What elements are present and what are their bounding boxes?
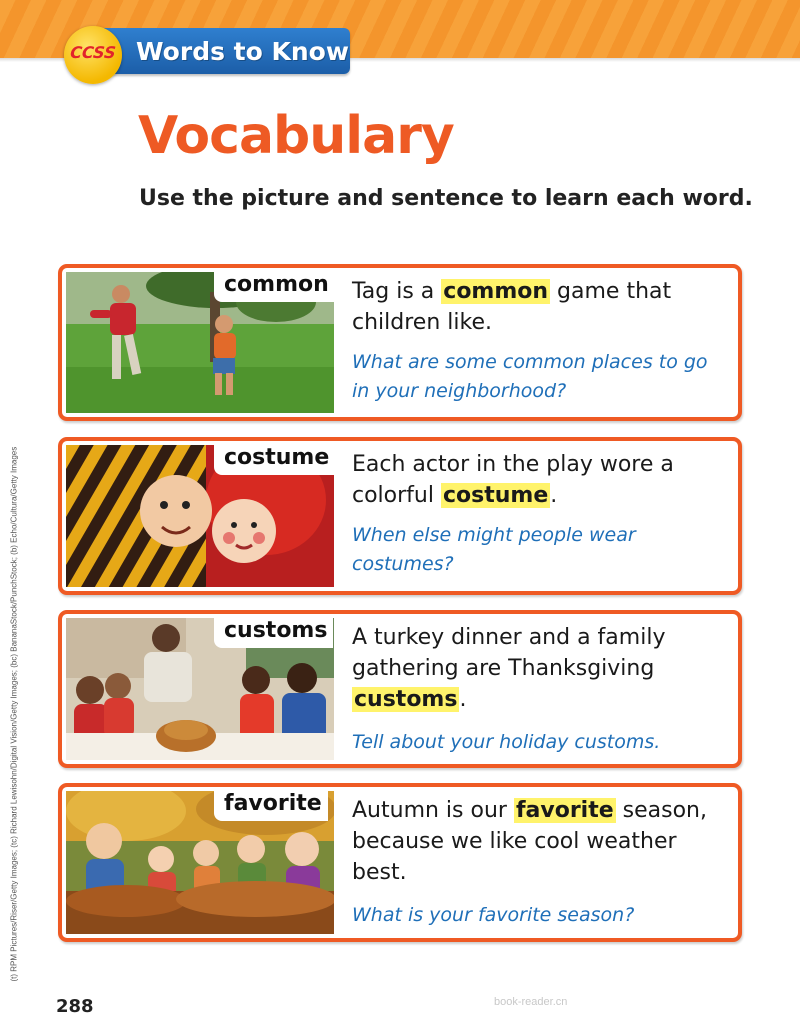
word-label-common: common <box>214 268 335 302</box>
sentence-text: . <box>550 483 558 508</box>
photo-credit <box>8 446 19 988</box>
vocab-card-customs <box>58 610 742 768</box>
sentence-text: A turkey dinner and a family gathering are Thanksgiving <box>352 625 666 681</box>
prompt-question: What is your favorite season? <box>352 904 635 926</box>
highlighted-word: common <box>443 279 549 304</box>
sentence-text: Tag is a <box>352 279 442 304</box>
highlighted-word: costume <box>442 483 549 508</box>
highlighted-word: favorite <box>515 798 614 823</box>
sentence-text: Autumn is our <box>352 798 514 823</box>
example-sentence <box>352 276 724 338</box>
sentence-text: season, because we like cool weather best. <box>352 798 707 885</box>
example-sentence <box>352 449 724 511</box>
words-to-know-tab <box>104 28 350 74</box>
sentence-text: . <box>459 687 467 712</box>
page-title: Vocabulary <box>138 106 454 166</box>
word-label-favorite: favorite <box>214 787 328 821</box>
instructions: Use the picture and sentence to learn each word. <box>139 186 753 211</box>
vocab-card-costume <box>58 437 742 595</box>
prompt-question: Tell about your holiday customs. <box>352 731 661 753</box>
prompt-question: What are some common places to go in your neighborhood? <box>352 351 708 402</box>
sentence-text: Each actor in the play wore a colorful <box>352 452 674 508</box>
page-number: 288 <box>56 996 94 1017</box>
watermark: book-reader.cn <box>494 996 568 1008</box>
photo-credit-text: (t) RPM Pictures/Riser/Getty Images; (tc) Richard Lewisohn/Digital Vision/Getty Images; (bc) BananaStock/PunchStock; (b) Echo/Cultura/Getty Images <box>9 446 19 982</box>
ccss-badge <box>64 26 122 84</box>
prompt-question: When else might people wear costumes? <box>352 524 636 575</box>
ccss-badge-label: CCSS <box>69 43 117 62</box>
word-label-costume: costume <box>214 441 335 475</box>
example-sentence <box>352 795 724 888</box>
highlighted-word: customs <box>354 687 458 712</box>
sentence-text: game that children like. <box>352 279 672 335</box>
vocab-card-favorite <box>58 783 742 942</box>
word-label-customs: customs <box>214 614 333 648</box>
example-sentence <box>352 622 724 715</box>
words-to-know-label: Words to Know <box>136 37 349 66</box>
vocab-card-common <box>58 264 742 421</box>
